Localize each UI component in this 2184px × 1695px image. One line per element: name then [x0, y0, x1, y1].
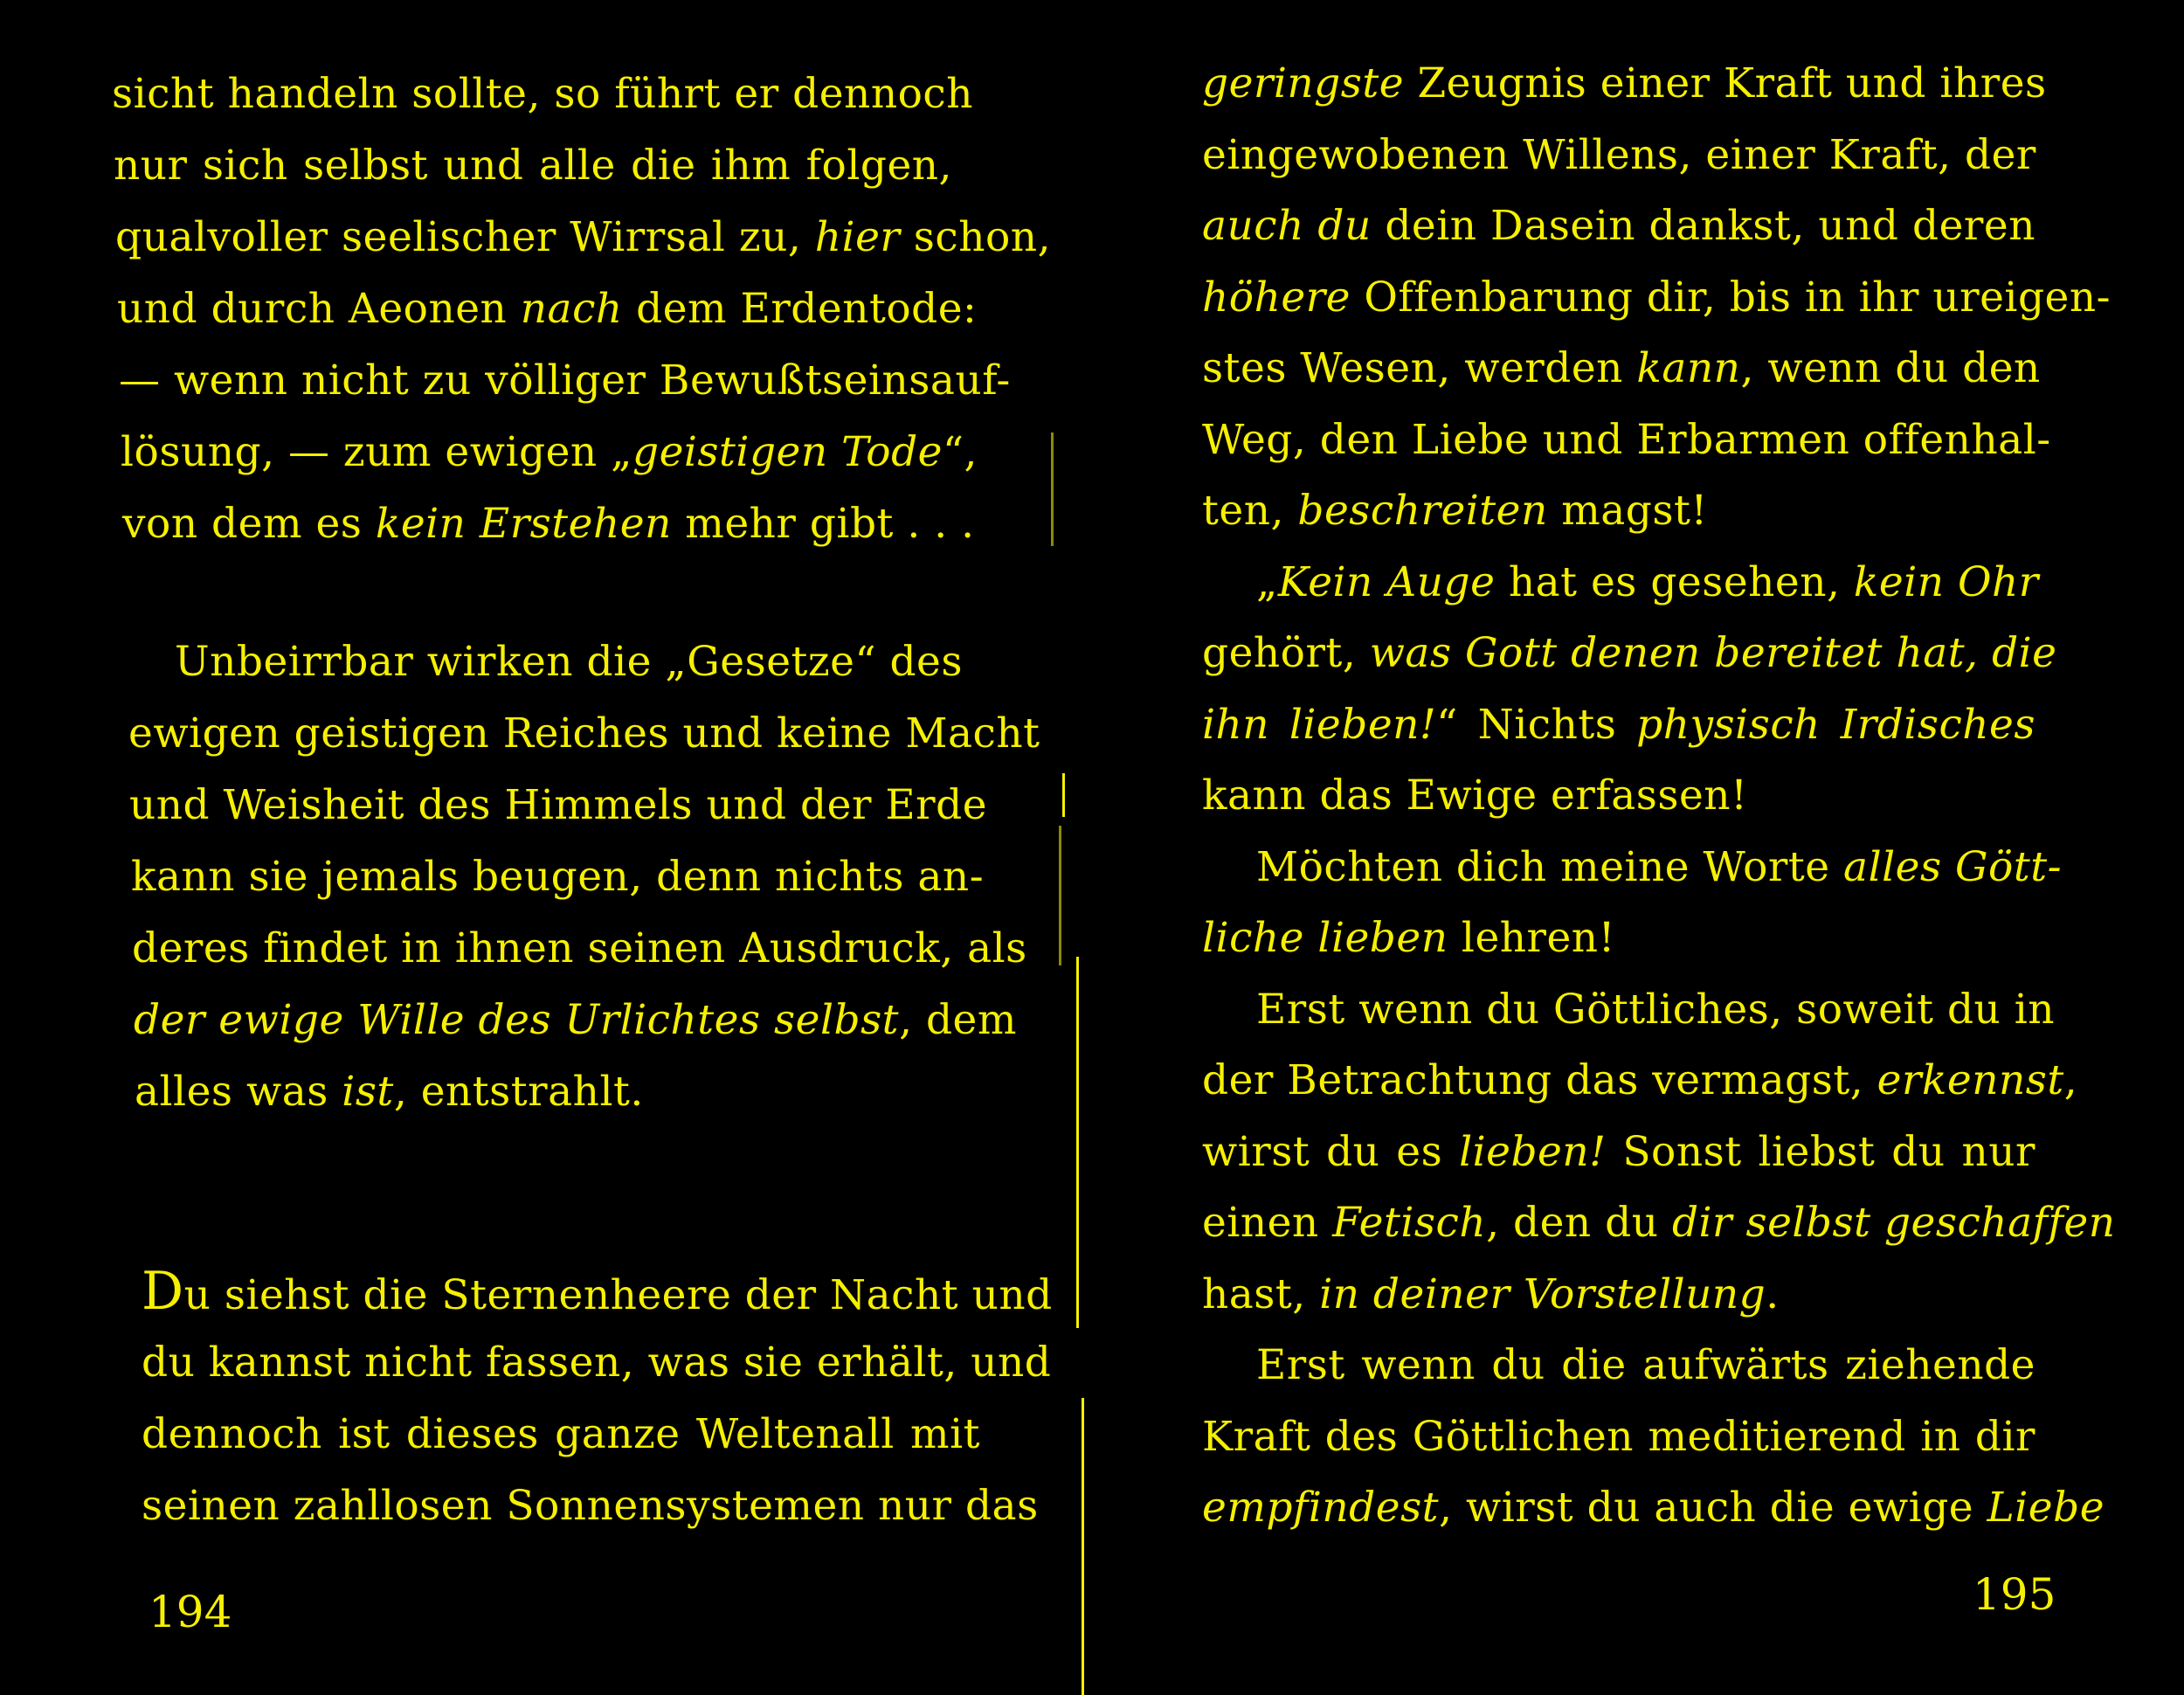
text-run: schon, — [900, 213, 1052, 261]
text-run: und Weisheit des Himmels und der Erde — [129, 781, 988, 829]
text-line — [1202, 272, 2111, 324]
text-line — [1202, 414, 2051, 467]
right-page — [1092, 0, 2184, 1695]
italic-text: höhere — [1202, 273, 1351, 322]
gutter-shadow — [1059, 826, 1061, 965]
text-line — [1256, 841, 2063, 894]
text-run: , entstrahlt. — [393, 1068, 644, 1116]
italic-text: liche lieben — [1202, 914, 1448, 962]
italic-text: in deiner Vorstellung — [1319, 1270, 1766, 1318]
drop-cap: D — [142, 1261, 184, 1322]
text-line — [122, 498, 975, 550]
text-run: dennoch ist dieses ganze Weltenall mit — [142, 1410, 980, 1458]
text-run: Erst wenn du die aufwärts ziehende — [1256, 1341, 2035, 1389]
text-line — [1202, 1482, 2105, 1534]
text-line — [1202, 627, 2057, 680]
text-line — [142, 1408, 980, 1461]
italic-text: kein Erstehen — [375, 500, 672, 548]
text-run: “ Nichts — [1436, 700, 1637, 749]
text-run: , wirst du auch die ewige — [1439, 1484, 1987, 1532]
text-run: deres findet in ihnen seinen Ausdruck, als — [132, 924, 1027, 972]
text-run: hat es gesehen, — [1495, 557, 1854, 606]
text-run: alles was — [135, 1068, 342, 1116]
italic-text: dir selbst geschaffen — [1671, 1199, 2116, 1247]
text-run: kann das Ewige erfassen! — [1202, 771, 1748, 820]
text-line — [175, 636, 961, 688]
text-run: Möchten dich meine Worte — [1256, 842, 1844, 891]
italic-text: Fetisch — [1332, 1199, 1487, 1247]
text-line — [1202, 1197, 2116, 1249]
text-line — [1202, 912, 2035, 965]
italic-text: beschreiten — [1297, 487, 1548, 535]
italic-text: was Gott denen bereitet hat, die — [1369, 629, 2057, 677]
text-run: u siehst die Sternenheere der Nacht und — [183, 1271, 1053, 1319]
italic-text: der ewige Wille des Urlichtes selbst — [134, 996, 900, 1044]
text-run: dein Dasein dankst, und deren — [1371, 202, 2035, 250]
italic-text: auch du — [1202, 202, 1372, 250]
text-run: , — [2063, 1056, 2078, 1104]
text-line — [129, 779, 988, 832]
text-run: lösung, — zum ewigen „ — [121, 428, 632, 476]
text-run: einen — [1202, 1199, 1333, 1247]
text-run: du kannst nicht fassen, was sie erhält, und — [142, 1339, 1052, 1387]
text-run: ten, — [1202, 487, 1298, 535]
italic-text: Liebe — [1987, 1484, 2105, 1532]
italic-text: erkennst — [1876, 1056, 2064, 1104]
text-line — [1202, 485, 2035, 537]
italic-text: empfindest — [1202, 1484, 1440, 1532]
gutter-shadow — [1051, 432, 1054, 546]
text-run: ewigen geistigen Reiches und keine Macht — [128, 709, 1040, 758]
gutter-line — [1082, 1398, 1084, 1695]
text-run: lehren! — [1448, 914, 1615, 962]
text-run: , den du — [1486, 1199, 1672, 1247]
italic-text: hier — [814, 213, 901, 261]
text-line — [134, 994, 1017, 1047]
text-run: Zeugnis einer Kraft und ihres — [1404, 59, 2047, 107]
left-page — [0, 0, 1057, 1695]
page-number-right: 195 — [1973, 1569, 2056, 1620]
text-line — [131, 851, 985, 903]
text-line — [135, 1066, 973, 1118]
italic-text: physisch Irdisches — [1636, 700, 2035, 749]
text-line — [1202, 1055, 2078, 1107]
text-line — [132, 923, 1027, 975]
text-line — [114, 140, 952, 192]
text-run: nur sich selbst und alle die ihm folgen, — [114, 142, 952, 190]
text-run: Sonst liebst du nur — [1606, 1127, 2035, 1176]
text-line — [1202, 342, 2041, 395]
text-line — [119, 355, 1011, 407]
text-run: gehört, — [1202, 629, 1370, 677]
text-line — [1256, 557, 2039, 609]
italic-text: lieben! — [1459, 1127, 1607, 1176]
italic-text: geringste — [1202, 59, 1405, 107]
italic-text: Kein Auge — [1277, 557, 1496, 606]
text-run: “, — [942, 428, 978, 476]
text-line — [1256, 984, 2056, 1036]
text-line — [1202, 699, 2035, 751]
text-run: stes Wesen, werden — [1202, 344, 1637, 392]
italic-text: ist — [342, 1068, 394, 1116]
text-line — [142, 1337, 1052, 1389]
text-line — [1202, 1269, 2035, 1321]
text-run: dem Erdentode: — [622, 285, 978, 333]
text-run: der Betrachtung das vermagst, — [1202, 1056, 1877, 1104]
text-line — [142, 1261, 1053, 1322]
text-run: wirst du es — [1202, 1127, 1460, 1176]
text-run: kann sie jemals beugen, denn nichts an- — [131, 853, 985, 901]
text-line — [1202, 1126, 2035, 1179]
text-line — [128, 708, 1040, 760]
text-line — [121, 426, 978, 479]
text-line — [117, 283, 978, 336]
text-line — [1256, 1339, 2035, 1392]
text-line — [1202, 58, 2047, 110]
text-run: — wenn nicht zu völliger Bewußtseinsauf- — [119, 356, 1011, 405]
text-line — [1202, 770, 2035, 822]
text-run: , wenn du den — [1740, 344, 2041, 392]
text-run: , dem — [899, 996, 1017, 1044]
text-run: magst! — [1547, 487, 1708, 535]
italic-text: geistigen Tode — [632, 428, 943, 476]
text-run: Kraft des Göttlichen meditierend in dir — [1202, 1412, 2035, 1461]
italic-text: kann — [1636, 344, 1741, 392]
italic-text: alles Gött- — [1843, 842, 2063, 891]
text-run: seinen zahllosen Sonnensystemen nur das — [142, 1482, 1039, 1530]
text-run: von dem es — [122, 500, 376, 548]
text-run: . — [1766, 1270, 1780, 1318]
text-run: qualvoller seelischer Wirrsal zu, — [115, 213, 815, 261]
text-run: und durch Aeonen — [117, 285, 521, 333]
text-run: Unbeirrbar wirken die „Gesetze“ des — [175, 638, 963, 686]
text-line — [1202, 1411, 2035, 1463]
text-run: eingewobenen Willens, einer Kraft, der — [1202, 130, 2036, 179]
text-run: mehr gibt . . . — [671, 500, 975, 548]
text-line — [142, 1480, 1039, 1532]
gutter-line — [1062, 773, 1065, 817]
text-line — [1202, 200, 2035, 253]
text-line — [1202, 129, 2035, 182]
text-line — [112, 68, 973, 121]
italic-text: ihn lieben! — [1202, 700, 1437, 749]
text-run: Erst wenn du Göttliches, soweit du in — [1256, 985, 2056, 1034]
gutter-line — [1076, 957, 1079, 1328]
text-line — [115, 211, 1052, 264]
italic-text: nach — [520, 285, 623, 333]
italic-text: kein Ohr — [1853, 557, 2039, 606]
text-run: Offenbarung dir, bis in ihr ureigen- — [1350, 273, 2111, 322]
text-run: hast, — [1202, 1270, 1320, 1318]
page-number-left: 194 — [149, 1587, 232, 1637]
text-run: sicht handeln sollte, so führt er dennoch — [112, 70, 973, 118]
text-run: „ — [1256, 557, 1278, 606]
text-run: Weg, den Liebe und Erbarmen offenhal- — [1202, 415, 2051, 464]
